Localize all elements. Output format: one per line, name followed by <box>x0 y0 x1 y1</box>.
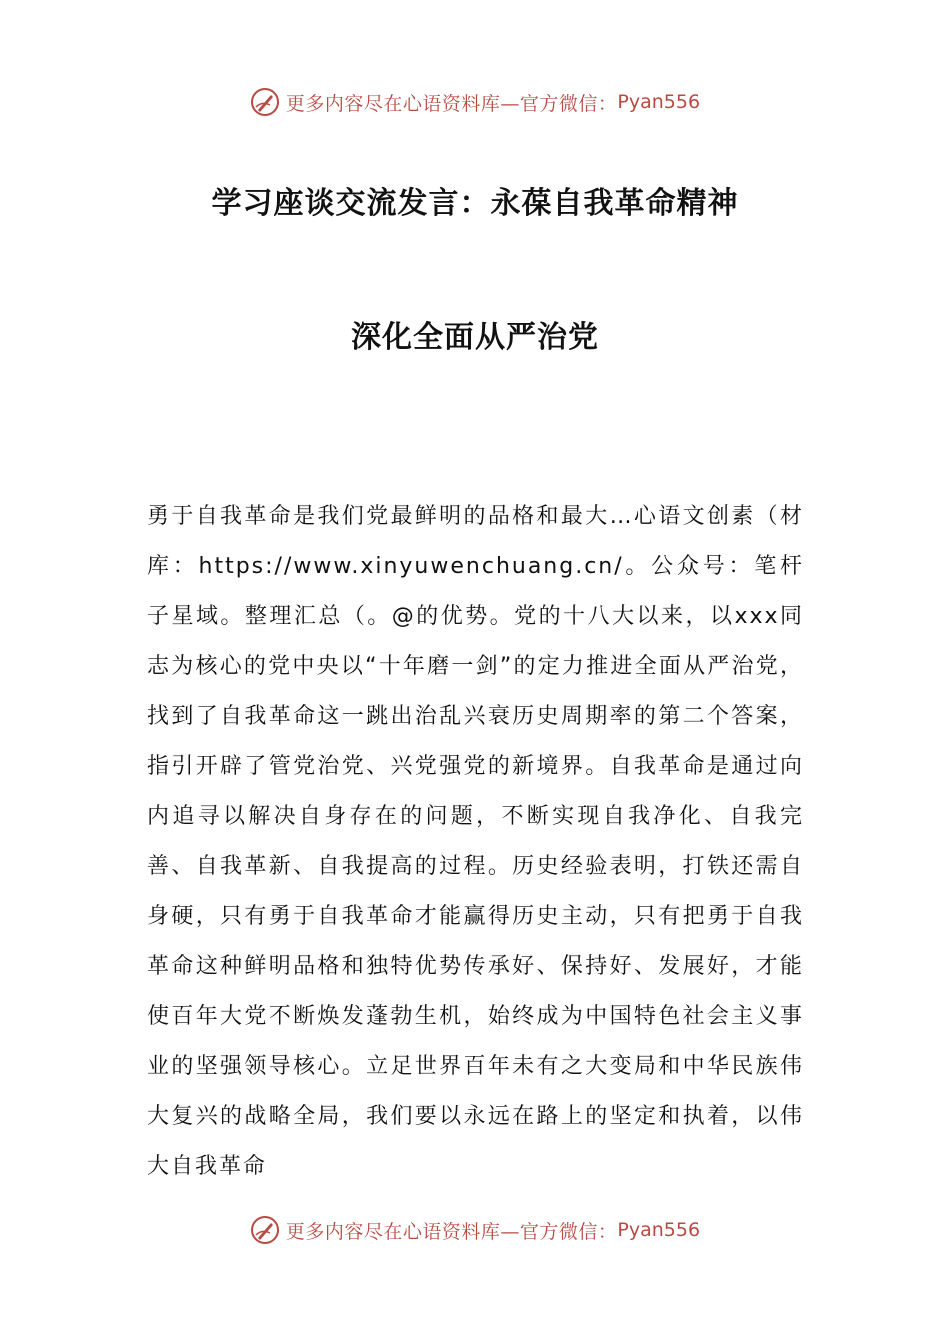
body-paragraph: 勇于自我革命是我们党最鲜明的品格和最大…心语文创素（材库：https://www.xinyuwenchuang.cn/。公众号：笔杆子星域。整理汇总（。@的优势。党的十八大以来，以xxx同志为核心的党中央以“十年磨一剑”的定力推进全面从严治党，找到了自我革命这一跳出治乱兴衰历史周期率的第二个答案，指引开辟了管党治党、兴党强党的新境界。自我革命是通过向内追寻以解决自身存在的问题，不断实现自我净化、自我完善、自我革新、自我提高的过程。历史经验表明，打铁还需自身硬，只有勇于自我革命才能赢得历史主动，只有把勇于自我革命这种鲜明品格和独特优势传承好、保持好、发展好，才能使百年大党不断焕发蓬勃生机，始终成为中国特色社会主义事业的坚强领导核心。立足世界百年未有之大变局和中华民族伟大复兴的战略全局，我们要以永远在路上的坚定和执着，以伟大自我革命 <box>147 504 804 1179</box>
quill-pen-logo-icon <box>250 87 280 117</box>
footer-banner <box>0 1210 950 1250</box>
header-banner-text: 更多内容尽在心语资料库—官方微信： <box>285 92 618 115</box>
footer-banner-text: 更多内容尽在心语资料库—官方微信： <box>285 1220 618 1243</box>
header-banner <box>0 82 950 122</box>
page-title-line1: 学习座谈交流发言：永葆自我革命精神 <box>211 186 739 221</box>
footer-banner-wechat: Pyan556 <box>617 1219 701 1241</box>
header-banner-wechat: Pyan556 <box>617 91 701 113</box>
page-title-line2: 深化全面从严治党 <box>351 320 599 355</box>
quill-pen-logo-icon <box>250 1215 280 1245</box>
body-text <box>147 492 804 1192</box>
